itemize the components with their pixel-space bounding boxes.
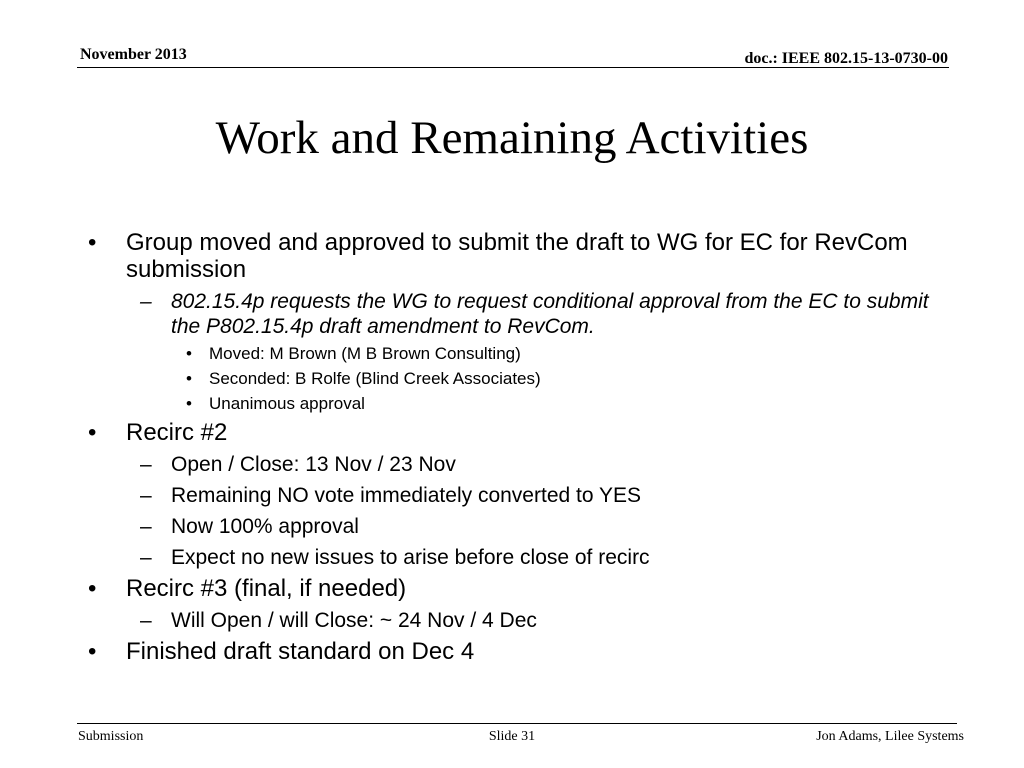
sub-bullet-no-vote: – Remaining NO vote immediately converted to YES — [88, 483, 948, 508]
footer-submission: Submission — [78, 729, 144, 744]
header-date: November 2013 — [80, 46, 187, 63]
footer-slide-number: Slide 31 — [488, 729, 536, 744]
sub-bullet-no-new-issues: – Expect no new issues to arise before close of recirc — [88, 545, 948, 570]
header-divider — [77, 67, 949, 68]
sub-sub-bullet-unanimous: • Unanimous approval — [88, 393, 948, 414]
sub-bullet-recirc-3-dates: – Will Open / will Close: ~ 24 Nov / 4 Dec — [88, 608, 948, 633]
bullet-finished-draft: • Finished draft standard on Dec 4 — [88, 638, 948, 665]
sub-bullet-conditional-approval: – 802.15.4p requests the WG to request conditional approval from the EC to submit the P802.15.4p draft amendment to RevCom. — [88, 289, 948, 339]
sub-bullet-open-close: – Open / Close: 13 Nov / 23 Nov — [88, 452, 948, 477]
sub-sub-bullet-seconded: • Seconded: B Rolfe (Blind Creek Associates) — [88, 368, 948, 389]
sub-bullet-approval: – Now 100% approval — [88, 514, 948, 539]
bullet-recirc-2: • Recirc #2 — [88, 419, 948, 446]
header-doc-id: doc.: IEEE 802.15-13-0730-00 — [744, 50, 948, 67]
slide-title: Work and Remaining Activities — [215, 112, 809, 164]
sub-sub-bullet-moved: • Moved: M Brown (M B Brown Consulting) — [88, 343, 948, 364]
bullet-group-approval: • Group moved and approved to submit the draft to WG for EC for RevCom submission — [88, 229, 948, 283]
footer-divider — [77, 723, 957, 724]
footer-author: Jon Adams, Lilee Systems — [816, 729, 964, 744]
bullet-recirc-3: • Recirc #3 (final, if needed) — [88, 575, 948, 602]
slide-body — [88, 224, 948, 665]
